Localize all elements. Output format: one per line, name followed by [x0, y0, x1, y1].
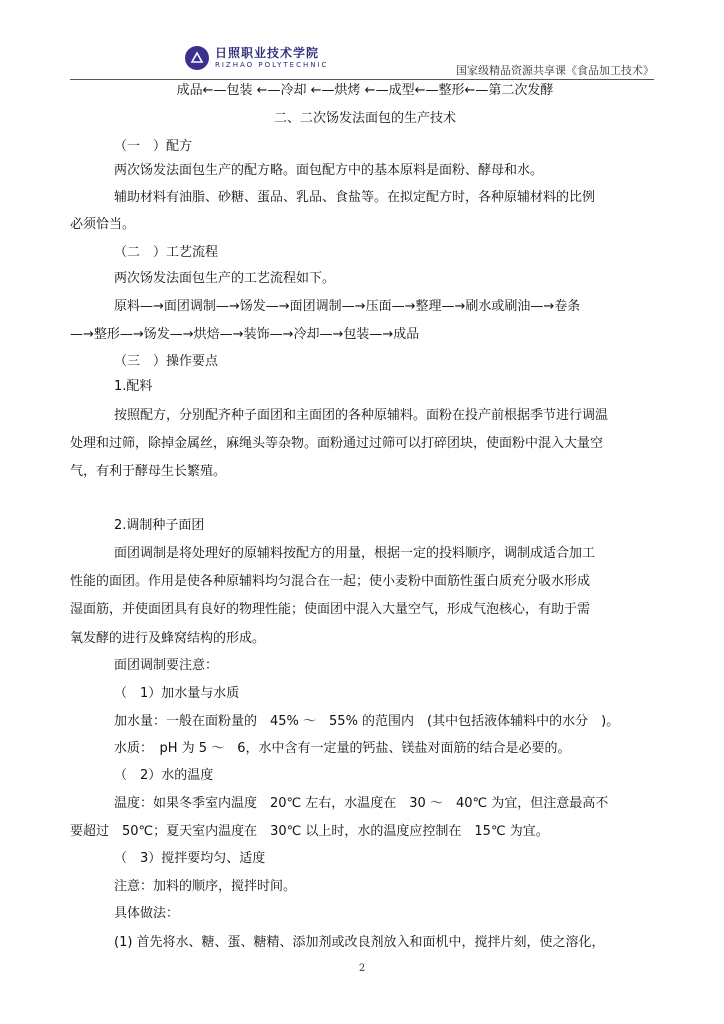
- paragraph-line: 面团调制是将处理好的原辅料按配方的用量，根据一定的投料顺序，调制成适合加工: [114, 546, 596, 561]
- paragraph-line: 具体做法：: [114, 906, 180, 921]
- paragraph-line: 注意：加料的顺序，搅拌时间。: [114, 879, 297, 894]
- paragraph-line: 加水量：一般在面粉量的 45% ～ 55% 的范围内 (其中包括液体辅料中的水分 )。: [114, 714, 620, 729]
- paragraph-line: 湿面筋，并使面团具有良好的物理性能；使面团中混入大量空气，形成气泡核心，有助于需: [70, 602, 591, 617]
- page-number: 2: [358, 963, 366, 974]
- logo-english-name: RIZHAO POLYTECHNIC: [215, 61, 329, 69]
- item-heading: 1.配料: [114, 379, 153, 394]
- paragraph-line: 处理和过筛，除掉金属丝，麻绳头等杂物。面粉通过过筛可以打碎团块，使面粉中混入大量空: [70, 436, 604, 451]
- paragraph-line: 氧发酵的进行及蜂窝结构的形成。: [70, 631, 266, 646]
- paragraph-line: 温度：如果冬季室内温度 20℃ 左右，水温度在 30 ～ 40℃ 为宜，但注意最高不: [114, 796, 609, 811]
- paragraph-line: 必须恰当。: [70, 217, 136, 232]
- school-logo: [185, 44, 425, 78]
- section-heading: 二、二次饧发法面包的生产技术: [273, 111, 456, 126]
- subheading-process: （二 ）工艺流程: [114, 245, 219, 260]
- paragraph-line: 两次饧发法面包生产的配方略。面包配方中的基本原料是面粉、酵母和水。: [114, 163, 544, 178]
- logo-chinese-name: 日照职业技术学院: [215, 46, 320, 60]
- paragraph-line: 水质： pH 为 5 ～ 6，水中含有一定量的钙盐、镁盐对面筋的结合是必要的。: [114, 741, 571, 756]
- paragraph-line: 按照配方，分别配齐种子面团和主面团的各种原辅料。面粉在投产前根据季节进行调温: [114, 408, 609, 423]
- paragraph-line: 面团调制要注意：: [114, 658, 219, 673]
- paragraph-line: 要超过 50℃；夏天室内温度在 30℃ 以上时，水的温度应控制在 15℃ 为宜。: [70, 824, 549, 839]
- subheading-formula: （一 ）配方: [114, 139, 193, 154]
- sub-item-heading: （ 3）搅拌要均匀、适度: [114, 851, 266, 866]
- sub-item-heading: （ 1）加水量与水质: [114, 686, 240, 701]
- subheading-operation: （三 ）操作要点: [114, 354, 219, 369]
- item-heading: 2.调制种子面团: [114, 518, 205, 533]
- school-emblem-icon: [185, 46, 209, 70]
- paragraph-line: 气，有利于酵母生长繁殖。: [70, 464, 227, 479]
- process-flow-tail: 成品←—包装 ←—冷却 ←—烘烤 ←—成型←—整形←—第二次发酵: [176, 83, 554, 98]
- sub-item-heading: （ 2）水的温度: [114, 768, 214, 783]
- process-flow-line: —→整形—→饧发—→烘焙—→装饰—→冷却—→包装—→成品: [70, 327, 420, 342]
- paragraph-line: 性能的面团。作用是使各种原辅料均匀混合在一起；使小麦粉中面筋性蛋白质充分吸水形成: [70, 574, 591, 589]
- course-title: 国家级精品资源共享课《食品加工技术》: [456, 64, 654, 77]
- paragraph-line: 辅助材料有油脂、砂糖、蛋品、乳品、食盐等。在拟定配方时，各种原辅材料的比例: [114, 190, 596, 205]
- process-flow-line: 原料—→面团调制—→饧发—→面团调制—→压面—→整理—→刷水或刷油—→卷条: [114, 299, 581, 314]
- header-divider: [70, 79, 654, 80]
- paragraph-line: (1) 首先将水、糖、蛋、糖精、添加剂或改良剂放入和面机中，搅拌片刻，使之溶化，: [114, 935, 605, 950]
- paragraph-line: 两次饧发法面包生产的工艺流程如下。: [114, 271, 336, 286]
